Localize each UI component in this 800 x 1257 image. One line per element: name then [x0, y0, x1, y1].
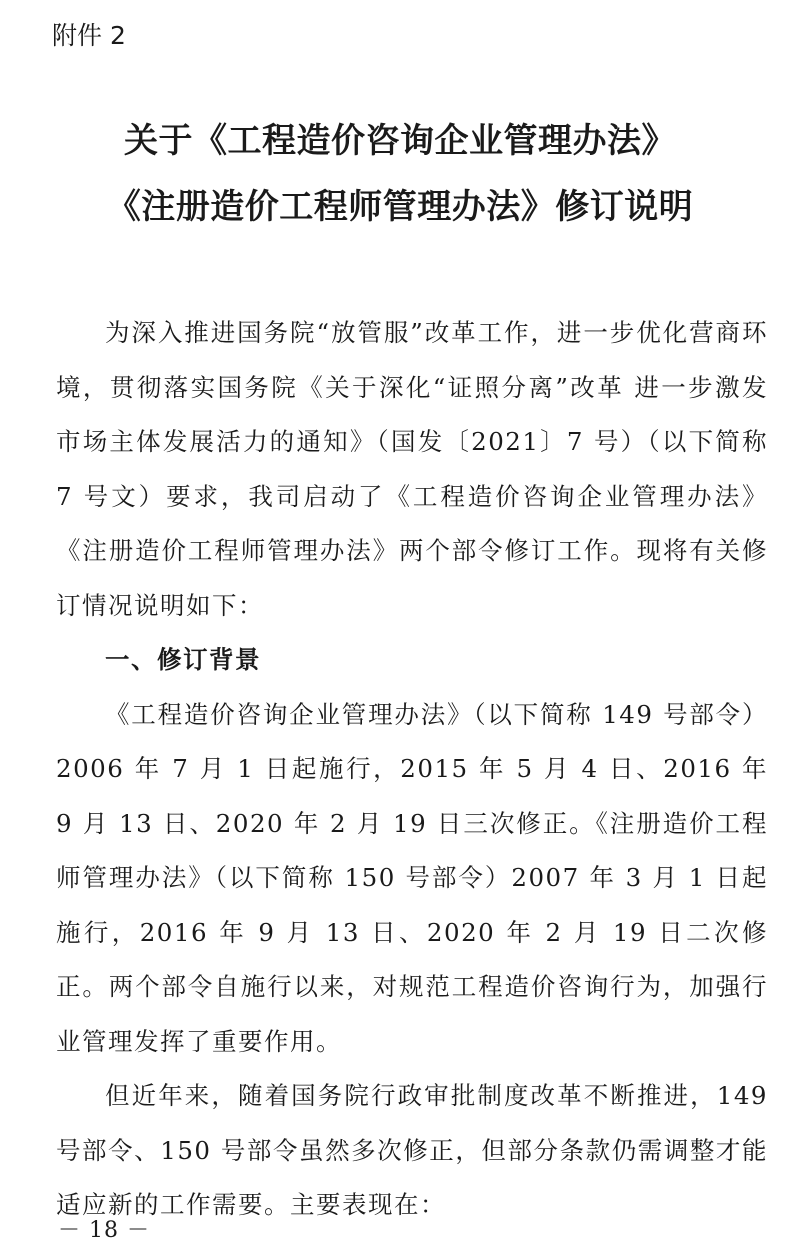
background-paragraph-2: 但近年来，随着国务院行政审批制度改革不断推进，149 号部令、150 号部令虽然多次修正，但部分条款仍需调整才能适应新的工作需要。主要表现在： — [56, 1081, 768, 1219]
document-title — [0, 108, 800, 240]
document-body — [56, 306, 768, 1233]
intro-paragraph: 为深入推进国务院“放管服”改革工作，进一步优化营商环境，贯彻落实国务院《关于深化“证照分离”改革 进一步激发市场主体发展活力的通知》（国发〔2021〕7 号）（以下简称 7 号文）要求，我司启动了《工程造价咨询企业管理办法》《注册造价工程师管理办法》两个部令修订工作。现将有关修订情况说明如下： — [56, 318, 768, 620]
title-line-2: 《注册造价工程师管理办法》修订说明 — [106, 187, 694, 227]
section-heading: 一、修订背景 — [105, 645, 261, 674]
background-paragraph-1: 《工程造价咨询企业管理办法》（以下简称 149 号部令）2006 年 7 月 1 日起施行，2015 年 5 月 4 日、2016 年 9 月 13 日、2020 年 2 月 19 日三次修正。《注册造价工程师管理办法》（以下简称 150 号部令）2007 年 3 月 1 日起施行，2016 年 9 月 13 日、2020 年 2 月 19 日二次修正。两个部令自施行以来，对规范工程造价咨询行为，加强行业管理发挥了重要作用。 — [56, 699, 768, 1056]
title-line-1: 关于《工程造价咨询企业管理办法》 — [124, 121, 676, 161]
page-number: － 18 － — [58, 1218, 150, 1243]
attachment-label: 附件 2 — [52, 21, 126, 50]
